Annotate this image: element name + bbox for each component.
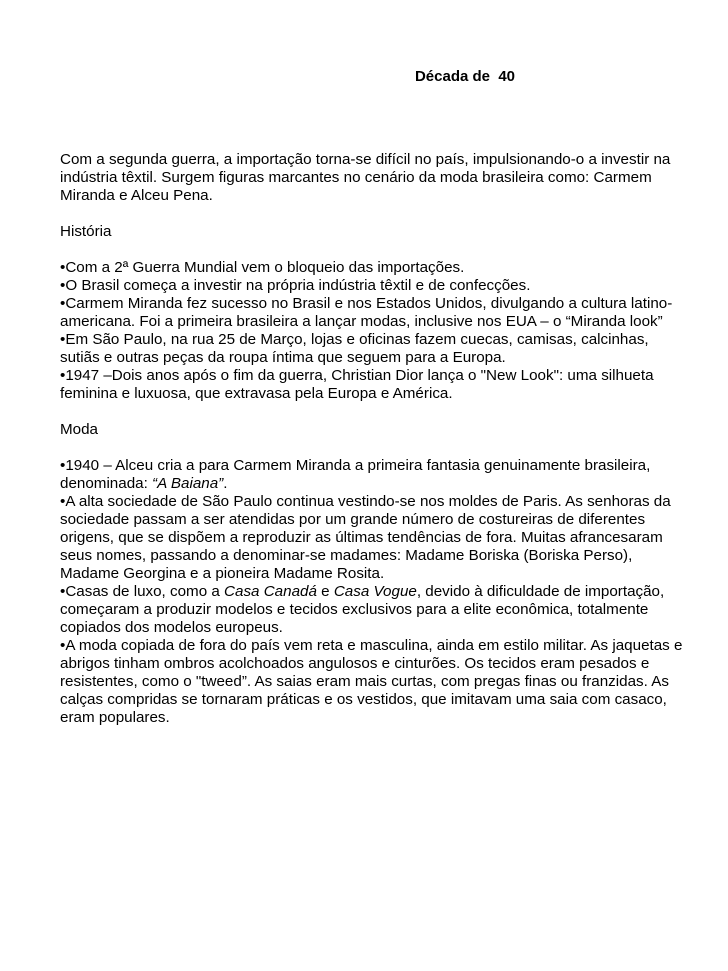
moda-item-italic: Casa Canadá <box>224 583 317 600</box>
historia-heading: História <box>60 223 112 240</box>
moda-item: •A alta sociedade de São Paulo continua vestindo-se nos moldes de Paris. As senhoras da sociedade passam a ser atendidas por um grande número de costureiras de diferentes origens, que se dispõem a reproduzir as últimas tendências de fora. Muitas afrancesaram seus nomes, passando a denominar-se madames: Madame Boriska (Boriska Perso), Madame Georgina e a pioneira Madame Rosita. <box>60 493 671 582</box>
moda-item-text: •Casas de luxo, como a <box>60 583 225 600</box>
spacer <box>60 439 690 457</box>
moda-item-italic: “A Baiana” <box>152 475 224 492</box>
moda-item-end: . <box>223 475 228 492</box>
moda-item <box>60 457 690 493</box>
spacer <box>60 241 690 259</box>
moda-item-text: •1940 – Alceu cria a para Carmem Miranda a primeira fantasia genuinamente brasileira, denominada: <box>60 457 651 492</box>
moda-heading: Moda <box>60 421 98 438</box>
spacer <box>60 205 690 223</box>
historia-item: •Com a 2ª Guerra Mundial vem o bloqueio das importações. <box>60 259 465 276</box>
historia-item: •1947 –Dois anos após o fim da guerra, Christian Dior lança o "New Look": uma silhueta feminina e luxuosa, que extravasa pela Europa e América. <box>60 367 654 402</box>
document-body <box>60 151 690 727</box>
intro-paragraph: Com a segunda guerra, a importação torna-se difícil no país, impulsionando-o a investir na indústria têxtil. Surgem figuras marcantes no cenário da moda brasileira como: Carmem Miranda e Alceu Pena. <box>60 151 671 204</box>
moda-item-text: , devido à dificuldade de importação, começaram a produzir modelos e tecidos exclusivos para a elite econômica, totalmente copiados dos modelos europeus. <box>60 583 665 636</box>
historia-item: •Em São Paulo, na rua 25 de Março, lojas e oficinas fazem cuecas, camisas, calcinhas, sutiãs e outras peças da roupa íntima que seguem para a Europa. <box>60 331 649 366</box>
document-title: Década de 40 <box>414 68 516 85</box>
spacer <box>60 403 690 421</box>
moda-item-text: e <box>316 583 334 600</box>
moda-item-italic: Casa Vogue <box>333 583 417 600</box>
moda-item: •A moda copiada de fora do país vem reta e masculina, ainda em estilo militar. As jaquetas e abrigos tinham ombros acolchoados angulosos e cinturões. Os tecidos eram pesados e resistentes, como o "tweed”. As saias eram mais curtas, com pregas finas ou franzidas. As calças compridas se tornaram práticas e os vestidos, que imitavam uma saia com casaco, eram populares. <box>60 637 683 726</box>
historia-item: •O Brasil começa a investir na própria indústria têxtil e de confecções. <box>60 277 531 294</box>
moda-item <box>60 583 690 637</box>
historia-item: •Carmem Miranda fez sucesso no Brasil e nos Estados Unidos, divulgando a cultura latino-americana. Foi a primeira brasileira a lançar modas, inclusive nos EUA – o “Miranda look” <box>60 295 673 330</box>
